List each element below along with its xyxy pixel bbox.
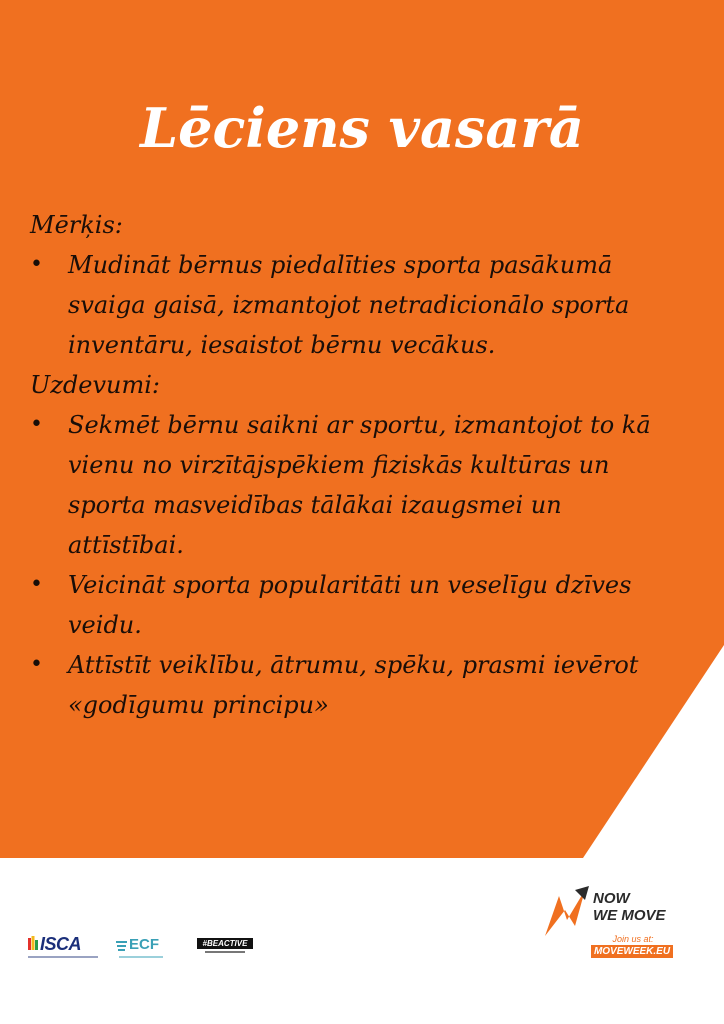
goal-list bbox=[30, 245, 680, 365]
now-we-move-line1: NOW bbox=[593, 890, 630, 907]
bullet-icon: • bbox=[30, 252, 43, 277]
join-us-label: Join us at: bbox=[612, 934, 654, 944]
beactive-logo bbox=[197, 938, 253, 954]
task-item-text: Attīstīt veiklību, ātrumu, spēku, prasmi ievērot «godīgumu principu» bbox=[68, 651, 639, 719]
now-we-move-line2: WE MOVE bbox=[593, 907, 666, 924]
bullet-icon: • bbox=[30, 412, 43, 437]
bullet-icon: • bbox=[30, 572, 43, 597]
isca-tagline-line bbox=[28, 956, 98, 958]
task-item bbox=[30, 565, 680, 645]
task-item-text: Sekmēt bērnu saikni ar sportu, izmantojot to kā vienu no virzītājspēkiem fiziskās kultūras un sporta masveidības tālākai izaugsmei un attīstībai. bbox=[68, 411, 651, 559]
ecf-tagline-line bbox=[119, 956, 163, 958]
page-title: Lēciens vasarā bbox=[140, 96, 584, 160]
now-we-move-title bbox=[593, 890, 666, 924]
tasks-list bbox=[30, 405, 680, 725]
ecf-logo-text: ECF bbox=[129, 936, 159, 953]
goal-item bbox=[30, 245, 680, 365]
content-body bbox=[30, 205, 680, 725]
now-we-move-arrow-icon bbox=[545, 886, 591, 942]
ecf-wave-icon bbox=[115, 939, 128, 953]
task-item bbox=[30, 405, 680, 565]
bullet-icon: • bbox=[30, 652, 43, 677]
task-item bbox=[30, 645, 680, 725]
goal-heading: Mērķis: bbox=[30, 211, 123, 239]
now-we-move-logo bbox=[545, 882, 675, 962]
isca-logo-text: ISCA bbox=[40, 934, 82, 954]
task-item-text: Veicināt sporta popularitāti un veselīgu dzīves veidu. bbox=[68, 571, 632, 639]
isca-logo bbox=[28, 934, 98, 956]
moveweek-url: MOVEWEEK.EU bbox=[591, 945, 673, 958]
beactive-logo-text: #BEACTIVE bbox=[197, 938, 253, 949]
isca-mark-icon bbox=[28, 936, 38, 952]
sponsor-logos bbox=[0, 860, 724, 1024]
ecf-logo bbox=[115, 936, 165, 960]
beactive-tagline-line bbox=[205, 951, 245, 953]
tasks-heading: Uzdevumi: bbox=[30, 371, 160, 399]
goal-item-text: Mudināt bērnus piedalīties sporta pasākumā svaiga gaisā, izmantojot netradicionālo sporta inventāru, iesaistot bērnu vecākus. bbox=[68, 251, 630, 359]
